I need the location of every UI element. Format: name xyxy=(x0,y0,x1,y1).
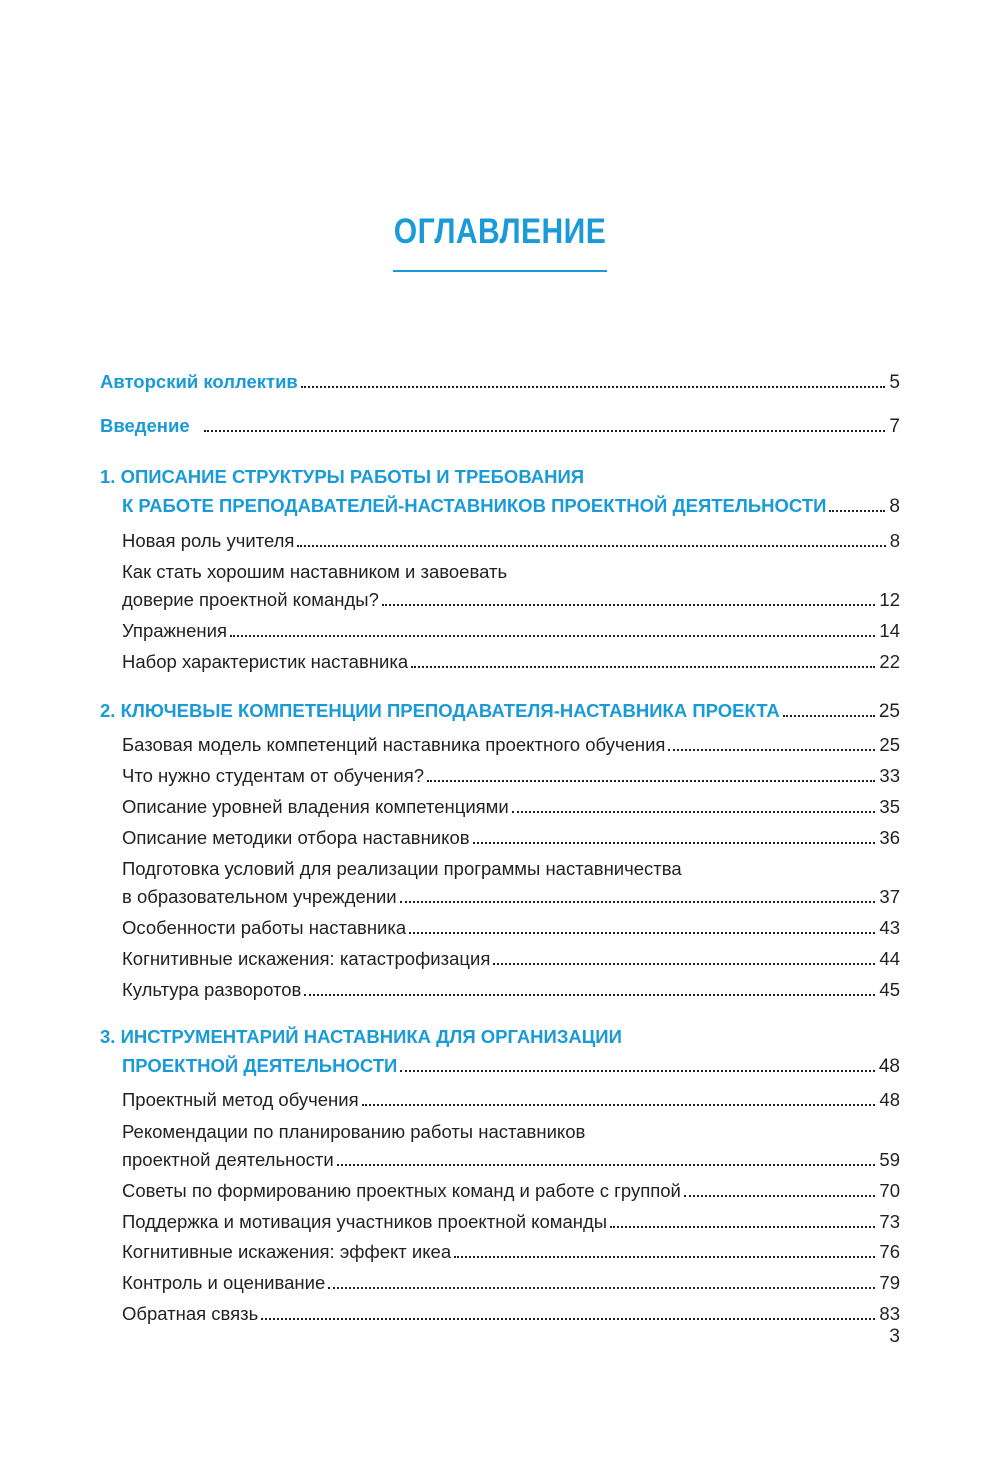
toc-entry-label: Обратная связь xyxy=(122,1303,259,1324)
toc-entry-page: 8 xyxy=(889,496,900,517)
toc-entry-page: 70 xyxy=(879,1180,900,1201)
toc-entry-page: 8 xyxy=(889,530,900,551)
dot-leader xyxy=(829,509,885,512)
toc-entry[interactable] xyxy=(122,824,900,852)
toc-entry-page: 44 xyxy=(879,948,900,969)
toc-section-label: 1. ОПИСАНИЕ СТРУКТУРЫ РАБОТЫ И ТРЕБОВАНИЯ xyxy=(100,466,585,487)
dot-leader xyxy=(328,1286,875,1289)
toc-entry-page: 7 xyxy=(889,416,900,437)
dot-leader xyxy=(400,900,876,903)
dot-leader xyxy=(473,841,876,844)
toc-entry[interactable] xyxy=(122,793,900,821)
toc-entry-authors[interactable] xyxy=(100,368,900,396)
toc-entry[interactable] xyxy=(122,617,900,645)
toc-entry-page: 35 xyxy=(879,796,900,817)
toc-entry-page: 36 xyxy=(879,827,900,848)
toc-section-label: К РАБОТЕ ПРЕПОДАВАТЕЛЕЙ-НАСТАВНИКОВ ПРОЕКТНОЙ ДЕЯТЕЛЬНОСТИ xyxy=(122,495,827,516)
dot-leader xyxy=(382,603,876,606)
toc-entry-label: Подготовка условий для реализации программы наставничества xyxy=(122,858,682,879)
toc-entry-label: Новая роль учителя xyxy=(122,530,295,551)
toc-entry-label: Особенности работы наставника xyxy=(122,917,407,938)
toc-entry-label: Рекомендации по планированию работы наставников xyxy=(122,1121,586,1142)
toc-entry[interactable] xyxy=(122,586,900,614)
toc-entry[interactable] xyxy=(122,1300,900,1328)
toc-entry-page: 14 xyxy=(879,620,900,641)
dot-leader xyxy=(512,810,876,813)
dot-leader xyxy=(230,634,875,637)
toc-entry-label: Советы по формированию проектных команд и работе с группой xyxy=(122,1180,681,1201)
toc-section-3-entry[interactable] xyxy=(122,1052,900,1080)
dot-leader xyxy=(454,1255,875,1258)
dot-leader xyxy=(400,1069,875,1072)
toc-entry[interactable] xyxy=(122,976,900,1004)
dot-leader xyxy=(783,714,875,717)
dot-leader xyxy=(610,1225,875,1228)
toc-entry-label: Авторский коллектив xyxy=(100,371,298,392)
toc-entry[interactable] xyxy=(122,1269,900,1297)
toc-entry-page: 83 xyxy=(879,1303,900,1324)
toc-entry-label: Описание уровней владения компетенциями xyxy=(122,796,509,817)
page-title: ОГЛАВЛЕНИЕ xyxy=(393,212,607,251)
toc-entry[interactable] xyxy=(122,1238,900,1266)
toc-section-label: 2. КЛЮЧЕВЫЕ КОМПЕТЕНЦИИ ПРЕПОДАВАТЕЛЯ-НАСТАВНИКА ПРОЕКТА xyxy=(100,700,780,721)
toc-entry[interactable] xyxy=(122,1177,900,1205)
toc-entry[interactable] xyxy=(122,883,900,911)
toc-entry-page: 12 xyxy=(879,589,900,610)
toc-entry-page: 45 xyxy=(879,979,900,1000)
dot-leader xyxy=(362,1103,876,1106)
toc-entry-label: Проектный метод обучения xyxy=(122,1089,359,1110)
dot-leader xyxy=(301,385,886,388)
toc-entry[interactable] xyxy=(122,527,900,555)
toc-entry-label: Упражнения xyxy=(122,620,227,641)
toc-entry[interactable] xyxy=(122,762,900,790)
toc-section-label: 3. ИНСТРУМЕНТАРИЙ НАСТАВНИКА ДЛЯ ОРГАНИЗАЦИИ xyxy=(100,1026,622,1047)
toc-entry[interactable] xyxy=(122,731,900,759)
toc-entry-page: 22 xyxy=(879,651,900,672)
toc-entry[interactable] xyxy=(122,1086,900,1114)
toc-entry-label: Что нужно студентам от обучения? xyxy=(122,765,425,786)
toc-entry-page: 43 xyxy=(879,917,900,938)
toc-entry-page: 37 xyxy=(879,886,900,907)
toc-entry-page: 48 xyxy=(878,1056,900,1077)
toc-entry-page: 25 xyxy=(878,701,900,722)
dot-leader xyxy=(204,429,886,432)
toc-section-label: ПРОЕКТНОЙ ДЕЯТЕЛЬНОСТИ xyxy=(122,1055,398,1076)
toc-entry[interactable] xyxy=(122,914,900,942)
toc-entry-label: проектной деятельности xyxy=(122,1149,334,1170)
toc-entry-label: Введение xyxy=(100,415,190,436)
toc-entry-label: Как стать хорошим наставником и завоевать xyxy=(122,561,508,582)
toc-entry-page: 59 xyxy=(879,1149,900,1170)
dot-leader xyxy=(668,748,875,751)
toc-entry-page: 5 xyxy=(889,372,900,393)
toc-entry-page: 79 xyxy=(879,1272,900,1293)
toc-section-1-entry[interactable] xyxy=(122,492,900,520)
toc-entry-label: Культура разворотов xyxy=(122,979,302,1000)
toc-entry-line[interactable] xyxy=(122,1118,900,1146)
dot-leader xyxy=(493,962,875,965)
toc-entry-label: Базовая модель компетенций наставника проектного обучения xyxy=(122,734,666,755)
dot-leader xyxy=(409,931,875,934)
toc-entry-label: доверие проектной команды? xyxy=(122,589,379,610)
toc-entry-line[interactable] xyxy=(122,855,900,883)
toc-entry-label: Когнитивные искажения: эффект икеа xyxy=(122,1241,452,1262)
page-number: 3 xyxy=(889,1326,900,1347)
toc-entry[interactable] xyxy=(122,945,900,973)
dot-leader xyxy=(297,544,885,547)
toc-entry-page: 33 xyxy=(879,765,900,786)
toc-entry-line[interactable] xyxy=(122,558,900,586)
toc-entry-label: Контроль и оценивание xyxy=(122,1272,326,1293)
toc-entry[interactable] xyxy=(122,1208,900,1236)
toc-entry-label: Поддержка и мотивация участников проектной команды xyxy=(122,1211,608,1232)
toc-section-2-entry[interactable] xyxy=(100,697,900,725)
dot-leader xyxy=(304,993,875,996)
toc-section-3-heading[interactable] xyxy=(100,1023,900,1051)
dot-leader xyxy=(337,1163,876,1166)
toc-entry-page: 73 xyxy=(879,1211,900,1232)
toc-section-1-heading[interactable] xyxy=(100,463,900,491)
toc-entry[interactable] xyxy=(122,1146,900,1174)
toc-entry-label: в образовательном учреждении xyxy=(122,886,397,907)
dot-leader xyxy=(684,1194,876,1197)
toc-entry-intro[interactable] xyxy=(100,412,900,440)
toc-entry-label: Описание методики отбора наставников xyxy=(122,827,470,848)
dot-leader xyxy=(261,1317,875,1320)
toc-entry-label: Когнитивные искажения: катастрофизация xyxy=(122,948,491,969)
toc-entry-label: Набор характеристик наставника xyxy=(122,651,409,672)
dot-leader xyxy=(411,665,875,668)
dot-leader xyxy=(427,779,875,782)
toc-entry[interactable] xyxy=(122,648,900,676)
toc-entry-page: 25 xyxy=(879,734,900,755)
toc-entry-page: 48 xyxy=(879,1089,900,1110)
toc-entry-page: 76 xyxy=(879,1241,900,1262)
